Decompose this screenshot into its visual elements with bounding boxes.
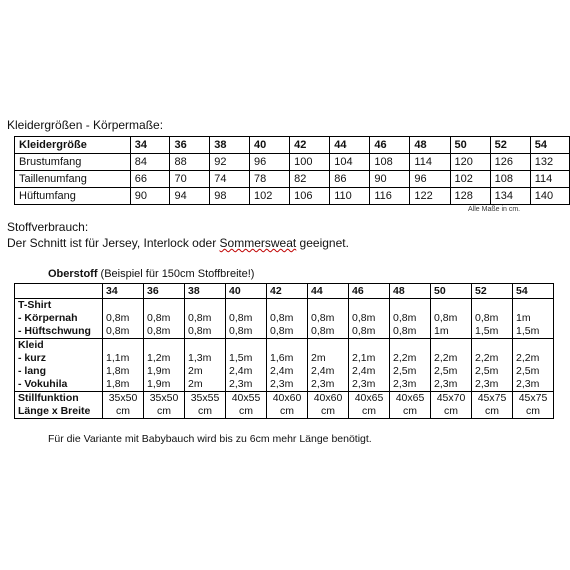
table-row-cuff xyxy=(15,392,554,419)
table-row xyxy=(15,154,570,171)
table-cell: 84 xyxy=(130,154,170,171)
row-label: - Hüftschwung xyxy=(18,325,91,337)
table-cell: 40x60 cm xyxy=(308,392,349,419)
table-cell: 122 xyxy=(410,188,450,205)
table-cell: 35x55 cm xyxy=(185,392,226,419)
table-cell: 0,8m 0,8m xyxy=(349,299,390,339)
table-cell: 2,2m 2,5m 2,3m xyxy=(431,339,472,392)
table-cell: 110 xyxy=(330,188,370,205)
size-header: 54 xyxy=(530,137,569,154)
size-header: 34 xyxy=(103,284,144,299)
table-cell: 2,2m 2,5m 2,3m xyxy=(472,339,513,392)
outer-fabric-title-bold: Oberstoff xyxy=(48,268,98,280)
size-header: 44 xyxy=(308,284,349,299)
fabric-consumption-table xyxy=(14,283,554,419)
table-cell: 132 xyxy=(530,154,569,171)
size-header: 48 xyxy=(410,137,450,154)
outer-fabric-title-rest: (Beispiel für 150cm Stoffbreite!) xyxy=(97,268,255,280)
row-label: - Körpernah xyxy=(18,312,78,324)
row-label: - lang xyxy=(18,365,46,377)
units-note: Alle Maße in cm. xyxy=(468,206,521,213)
outer-fabric-title xyxy=(48,268,254,280)
table-cell: 45x75 cm xyxy=(472,392,513,419)
table-cell: 0,8m 1m xyxy=(431,299,472,339)
table-cell: 108 xyxy=(490,171,530,188)
table-cell: 96 xyxy=(410,171,450,188)
table-cell: 102 xyxy=(250,188,290,205)
row-label: Brustumfang xyxy=(15,154,131,171)
table-cell: 108 xyxy=(370,154,410,171)
table-cell: 1m 1,5m xyxy=(513,299,554,339)
table-cell: 2,1m 2,4m 2,3m xyxy=(349,339,390,392)
table-cell: 40x55 cm xyxy=(226,392,267,419)
table-cell: 114 xyxy=(410,154,450,171)
size-header: 36 xyxy=(170,137,210,154)
table-cell: 0,8m 1,5m xyxy=(472,299,513,339)
row-label: - kurz xyxy=(18,352,47,364)
table-cell: 126 xyxy=(490,154,530,171)
size-header: 40 xyxy=(250,137,290,154)
table-cell: 90 xyxy=(130,188,170,205)
table-row-dress xyxy=(15,339,554,392)
header-empty-cell xyxy=(15,284,103,299)
table-cell: 0,8m 0,8m xyxy=(267,299,308,339)
table-row xyxy=(15,171,570,188)
table-cell: 102 xyxy=(450,171,490,188)
table-cell: 2,2m 2,5m 2,3m xyxy=(513,339,554,392)
table-cell: 1,5m 2,4m 2,3m xyxy=(226,339,267,392)
header-label: Kleidergröße xyxy=(15,137,131,154)
table-cell: 66 xyxy=(130,171,170,188)
size-header: 52 xyxy=(490,137,530,154)
cuff-labels xyxy=(15,392,103,419)
table-row xyxy=(15,188,570,205)
size-header: 48 xyxy=(390,284,431,299)
table-cell: 35x50 cm xyxy=(103,392,144,419)
table-cell: 1,6m 2,4m 2,3m xyxy=(267,339,308,392)
size-header: 42 xyxy=(290,137,330,154)
table-cell: 40x60 cm xyxy=(267,392,308,419)
table-cell: 40x65 cm xyxy=(349,392,390,419)
body-measurements-table xyxy=(14,136,570,205)
row-label: Hüftumfang xyxy=(15,188,131,205)
table-cell: 114 xyxy=(530,171,569,188)
table-cell: 45x75 cm xyxy=(513,392,554,419)
size-header: 36 xyxy=(144,284,185,299)
row-label: Länge x Breite xyxy=(18,405,91,417)
fabric-text-spellcheck: Sommersweat xyxy=(219,236,297,250)
fabric-text-start: Der Schnitt ist für Jersey, Interlock oder xyxy=(7,236,220,250)
group-label: Kleid xyxy=(18,339,44,351)
size-header: 38 xyxy=(185,284,226,299)
table-cell: 88 xyxy=(170,154,210,171)
row-label: Taillenumfang xyxy=(15,171,131,188)
table-cell: 78 xyxy=(250,171,290,188)
fabric-description xyxy=(7,236,349,250)
table-cell: 0,8m 0,8m xyxy=(144,299,185,339)
table-cell: 134 xyxy=(490,188,530,205)
table-cell: 0,8m 0,8m xyxy=(103,299,144,339)
fabric-text-end: geeignet. xyxy=(296,236,349,250)
table-cell: 116 xyxy=(370,188,410,205)
table-row-tshirt xyxy=(15,299,554,339)
size-header: 52 xyxy=(472,284,513,299)
row-label: - Vokuhila xyxy=(18,378,68,390)
babybauch-note: Für die Variante mit Babybauch wird bis zu 6cm mehr Länge benötigt. xyxy=(48,433,372,445)
table-cell: 86 xyxy=(330,171,370,188)
size-header: 50 xyxy=(431,284,472,299)
size-header: 46 xyxy=(370,137,410,154)
table-cell: 40x65 cm xyxy=(390,392,431,419)
table-cell: 74 xyxy=(210,171,250,188)
fabric-title: Stoffverbrauch: xyxy=(7,220,89,234)
size-header: 34 xyxy=(130,137,170,154)
table-cell: 106 xyxy=(290,188,330,205)
table-cell: 45x70 cm xyxy=(431,392,472,419)
table-cell: 90 xyxy=(370,171,410,188)
table-cell: 0,8m 0,8m xyxy=(308,299,349,339)
table-cell: 128 xyxy=(450,188,490,205)
table-cell: 140 xyxy=(530,188,569,205)
size-header: 44 xyxy=(330,137,370,154)
size-header: 50 xyxy=(450,137,490,154)
table-header-row xyxy=(15,284,554,299)
table-header-row xyxy=(15,137,570,154)
table-cell: 1,3m 2m 2m xyxy=(185,339,226,392)
table-cell: 92 xyxy=(210,154,250,171)
size-header: 38 xyxy=(210,137,250,154)
size-header: 54 xyxy=(513,284,554,299)
tshirt-labels xyxy=(15,299,103,339)
table-cell: 104 xyxy=(330,154,370,171)
table-cell: 98 xyxy=(210,188,250,205)
table-cell: 120 xyxy=(450,154,490,171)
table-cell: 2,2m 2,5m 2,3m xyxy=(390,339,431,392)
table-cell: 100 xyxy=(290,154,330,171)
table-cell: 1,2m 1,9m 1,9m xyxy=(144,339,185,392)
table-cell: 0,8m 0,8m xyxy=(390,299,431,339)
size-header: 46 xyxy=(349,284,390,299)
table-cell: 0,8m 0,8m xyxy=(226,299,267,339)
size-header: 40 xyxy=(226,284,267,299)
table-cell: 82 xyxy=(290,171,330,188)
table-cell: 94 xyxy=(170,188,210,205)
table-cell: 0,8m 0,8m xyxy=(185,299,226,339)
table-cell: 96 xyxy=(250,154,290,171)
dress-labels xyxy=(15,339,103,392)
sizes-title: Kleidergrößen - Körpermaße: xyxy=(7,118,164,132)
row-label: Stillfunktion xyxy=(18,392,79,404)
size-header: 42 xyxy=(267,284,308,299)
table-cell: 2m 2,4m 2,3m xyxy=(308,339,349,392)
table-cell: 70 xyxy=(170,171,210,188)
group-label: T-Shirt xyxy=(18,299,52,311)
table-cell: 1,1m 1,8m 1,8m xyxy=(103,339,144,392)
table-cell: 35x50 cm xyxy=(144,392,185,419)
